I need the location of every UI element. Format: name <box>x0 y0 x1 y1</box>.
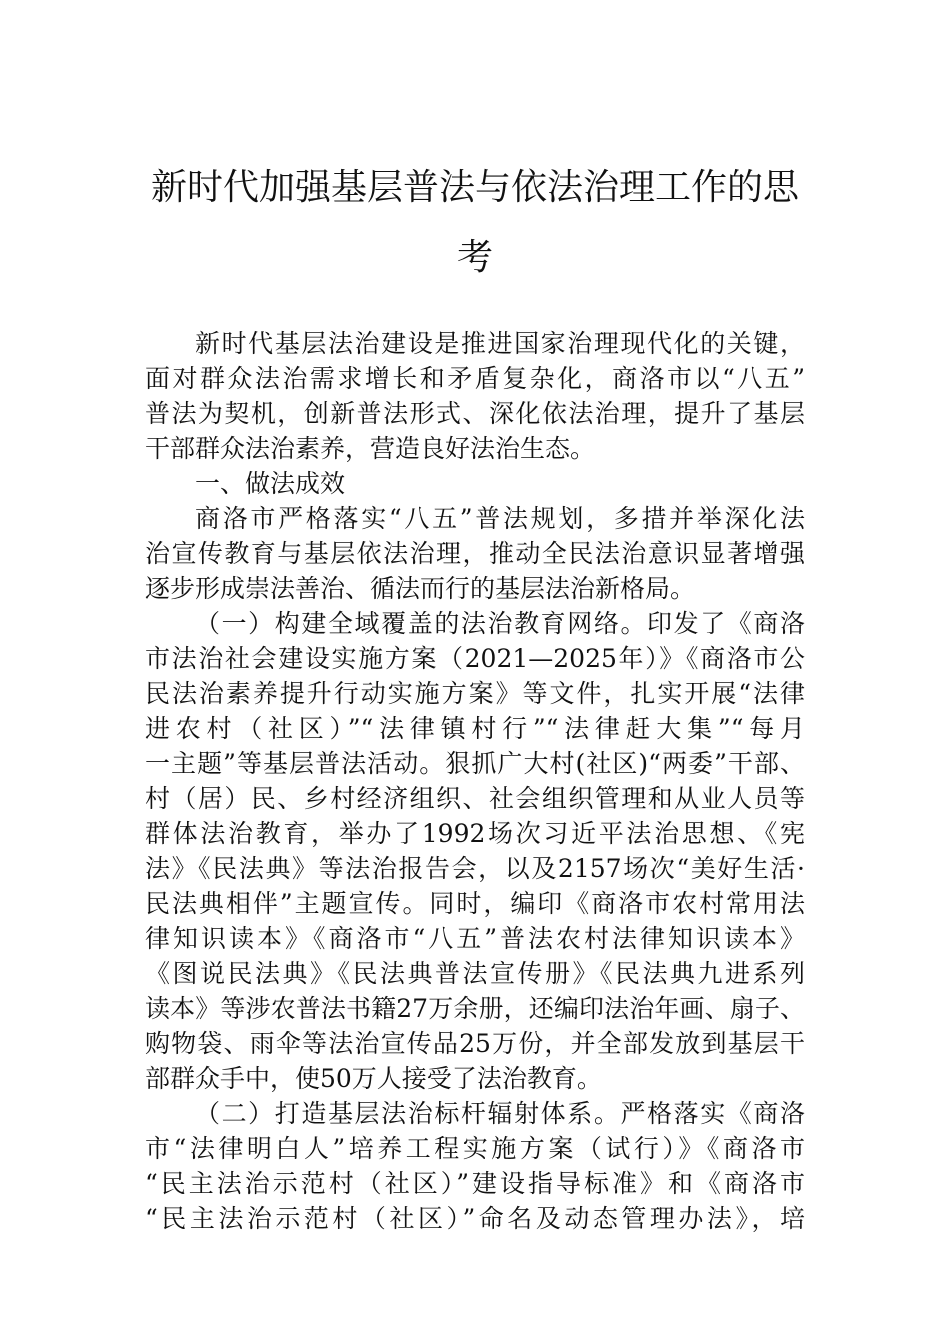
paragraph-line: 群体法治教育，举办了1992场次习近平法治思想、《宪 <box>145 819 805 848</box>
paragraph-line: 购物袋、雨伞等法治宣传品25万份，并全部发放到基层干 <box>145 1029 805 1058</box>
paragraph-line: 逐步形成崇法善治、循法而行的基层法治新格局。 <box>145 574 696 603</box>
paragraph-line: 律知识读本》《商洛市“八五”普法农村法律知识读本》 <box>145 924 805 953</box>
paragraph-line: 一主题”等基层普法活动。狠抓广大村(社区)“两委”干部、 <box>145 749 805 778</box>
paragraph-line: 商洛市严格落实“八五”普法规划，多措并举深化法 <box>195 504 805 533</box>
paragraph-line: （一）构建全域覆盖的法治教育网络。印发了《商洛 <box>195 609 805 638</box>
document-title-line-2: 考 <box>456 237 493 278</box>
paragraph-line: 进农村（社区）”“法律镇村行”“法律赶大集”“每月 <box>145 714 805 743</box>
paragraph-line: 新时代基层法治建设是推进国家治理现代化的关键， <box>195 329 805 358</box>
paragraph-line: 面对群众法治需求增长和矛盾复杂化，商洛市以“八五” <box>145 364 805 393</box>
paragraph-line: 干部群众法治素养，营造良好法治生态。 <box>145 434 596 463</box>
paragraph-line: 治宣传教育与基层依法治理，推动全民法治意识显著增强 <box>145 539 805 568</box>
paragraph-line: 市法治社会建设实施方案（2021—2025年）》《商洛市公 <box>145 644 805 673</box>
paragraph-line: 部群众手中，使50万人接受了法治教育。 <box>145 1064 602 1093</box>
paragraph-line: 市“法律明白人”培养工程实施方案（试行）》《商洛市 <box>145 1134 805 1163</box>
section-heading: 一、做法成效 <box>195 469 346 498</box>
paragraph-line: 《图说民法典》《民法典普法宣传册》《民法典九进系列 <box>145 959 805 988</box>
paragraph-line: 民法典相伴”主题宣传。同时，编印《商洛市农村常用法 <box>145 889 805 918</box>
paragraph-line: 法》《民法典》等法治报告会，以及2157场次“美好生活· <box>145 854 805 883</box>
paragraph-line: 村（居）民、乡村经济组织、社会组织管理和从业人员等 <box>145 784 805 813</box>
paragraph-line: 读本》等涉农普法书籍27万余册，还编印法治年画、扇子、 <box>145 994 805 1023</box>
paragraph-line: “民主法治示范村（社区）”建设指导标准》和《商洛市 <box>145 1169 805 1198</box>
paragraph-line: （二）打造基层法治标杆辐射体系。严格落实《商洛 <box>195 1099 805 1128</box>
document-title-line-1: 新时代加强基层普法与依法治理工作的思 <box>150 167 799 208</box>
paragraph-line: 民法治素养提升行动实施方案》等文件，扎实开展“法律 <box>145 679 805 708</box>
paragraph-line: “民主法治示范村（社区）”命名及动态管理办法》，培 <box>145 1204 805 1233</box>
paragraph-line: 普法为契机，创新普法形式、深化依法治理，提升了基层 <box>145 399 805 428</box>
